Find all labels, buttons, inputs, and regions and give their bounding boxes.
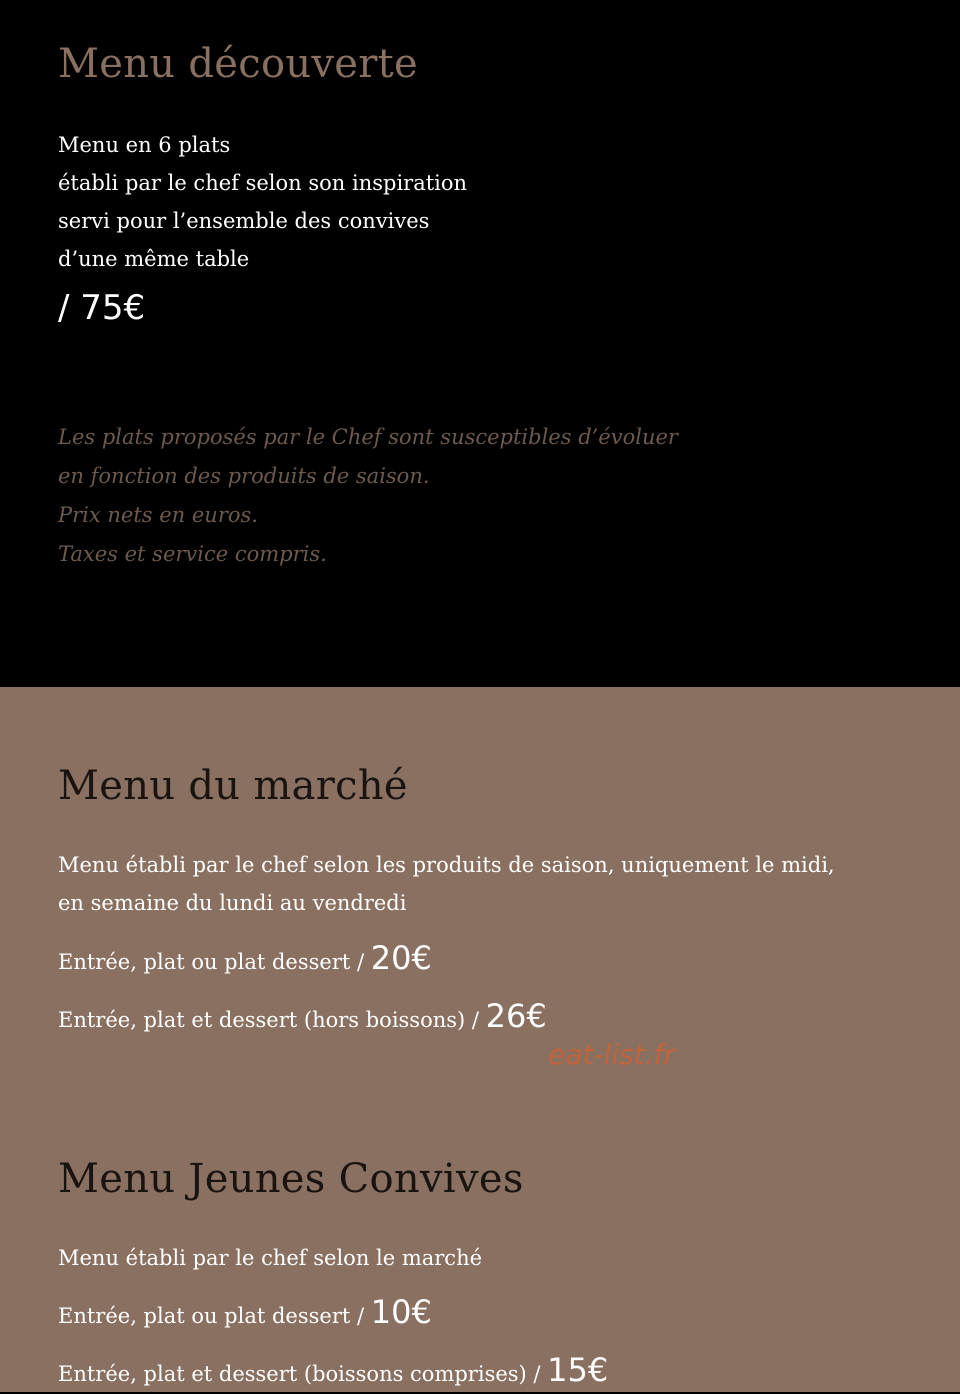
menu-decouverte-section	[0, 0, 960, 687]
offer-price: 15€	[547, 1351, 609, 1389]
offer-label: Entrée, plat et dessert (hors boissons) /	[58, 1008, 486, 1032]
menu-jeunes-title: Menu Jeunes Convives	[58, 1156, 524, 1202]
offer-price: 20€	[370, 939, 432, 977]
note-line: Les plats proposés par le Chef sont susceptibles d’évoluer	[58, 425, 678, 449]
menu-jeunes-offer	[58, 1350, 608, 1394]
menu-notes	[58, 418, 678, 574]
menu-decouverte-title: Menu découverte	[58, 41, 419, 87]
menu-jeunes-offer	[58, 1292, 432, 1336]
description-line: servi pour l’ensemble des convives	[58, 209, 430, 233]
menu-marche-offer	[58, 938, 432, 982]
offer-label: Entrée, plat ou plat dessert /	[58, 950, 371, 974]
description-line: d’une même table	[58, 247, 250, 271]
watermark: eat-list.fr	[548, 1038, 675, 1071]
menu-decouverte-description	[58, 126, 467, 278]
menu-decouverte-price: / 75€	[58, 288, 146, 328]
description-line: en semaine du lundi au vendredi	[58, 891, 407, 915]
note-line: Prix nets en euros.	[58, 503, 258, 527]
description-line: Menu en 6 plats	[58, 133, 231, 157]
description-line: Menu établi par le chef selon les produits de saison, uniquement le midi,	[58, 853, 835, 877]
menu-jeunes-description: Menu établi par le chef selon le marché	[58, 1246, 483, 1270]
menu-marche-description	[58, 846, 835, 922]
offer-label: Entrée, plat et dessert (boissons comprises) /	[58, 1362, 548, 1386]
note-line: Taxes et service compris.	[58, 542, 327, 566]
menu-marche-offer	[58, 996, 547, 1040]
offer-price: 10€	[370, 1293, 432, 1331]
note-line: en fonction des produits de saison.	[58, 464, 430, 488]
description-line: établi par le chef selon son inspiration	[58, 171, 468, 195]
offer-label: Entrée, plat ou plat dessert /	[58, 1304, 371, 1328]
menu-marche-title: Menu du marché	[58, 763, 408, 809]
offer-price: 26€	[485, 997, 547, 1035]
